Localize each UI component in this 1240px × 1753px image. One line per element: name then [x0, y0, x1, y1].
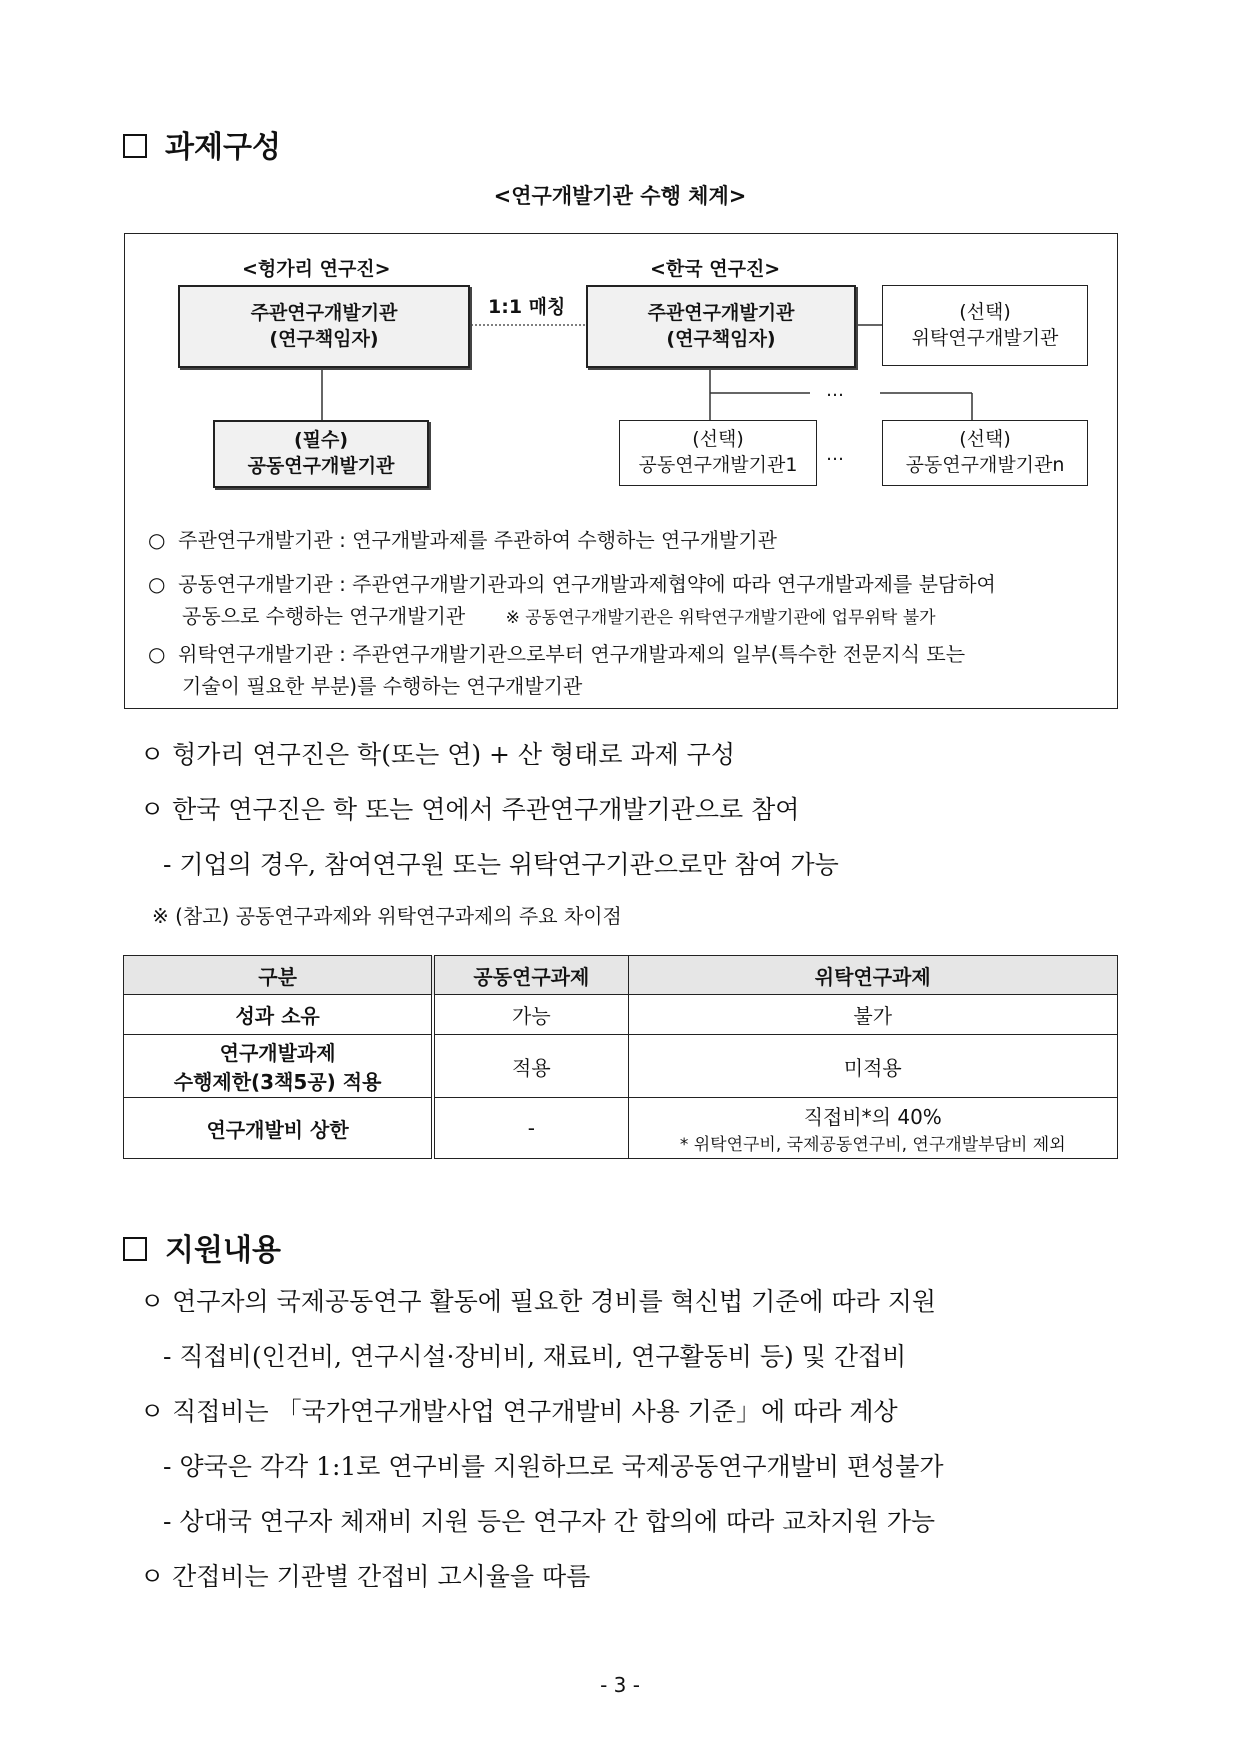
table-cell: 연구개발비 상한: [124, 1098, 434, 1159]
table-row: [124, 1098, 1118, 1159]
page-number: - 3 -: [600, 1673, 640, 1697]
matching-label: 1:1 매칭: [488, 296, 566, 318]
square-bullet-icon: [123, 1237, 147, 1261]
comparison-table: [123, 955, 1118, 1159]
hungary-team-label: <헝가리 연구진>: [242, 258, 391, 280]
table-row: [124, 995, 1118, 1035]
hu-lead-institution-box: 주관연구개발기관 (연구책임자): [178, 285, 470, 368]
table-row: [124, 1035, 1118, 1098]
hu-joint-institution-box: (필수) 공동연구개발기관: [213, 420, 429, 488]
kr-joint1-institution-box: (선택) 공동연구개발기관1: [619, 420, 817, 486]
table-header-row: [124, 956, 1118, 995]
branch-ellipsis-top: …: [826, 380, 844, 401]
section-title-1: 과제구성: [123, 122, 281, 166]
circle-bullet-icon: ○: [148, 528, 166, 552]
table-header: 공동연구과제: [433, 956, 628, 995]
table-cell: 가능: [433, 995, 628, 1035]
table-header: 위탁연구과제: [628, 956, 1118, 995]
body2-item-4: - 양국은 각각 1:1로 연구비를 지원하므로 국제공동연구개발비 편성불가: [163, 1452, 944, 1481]
table-cell: 성과 소유: [124, 995, 434, 1035]
table-note: ※ (참고) 공동연구과제와 위탁연구과제의 주요 차이점: [152, 904, 622, 928]
body2-item-3: ㅇ 직접비는 「국가연구개발사업 연구개발비 사용 기준」에 따라 계상: [140, 1397, 898, 1426]
body2-item-5: - 상대국 연구자 체재비 지원 등은 연구자 간 합의에 따라 교차지원 가능: [163, 1507, 936, 1536]
diagram-title: <연구개발기관 수행 체계>: [493, 184, 747, 208]
definition-joint-note: ※ 공동연구개발기관은 위탁연구개발기관에 업무위탁 불가: [505, 608, 936, 628]
body1-item-2: ㅇ 한국 연구진은 학 또는 연에서 주관연구개발기관으로 참여: [140, 795, 800, 824]
definition-joint-cont: 공동으로 수행하는 연구개발기관 ※ 공동연구개발기관은 위탁연구개발기관에 업무위탁 불가: [182, 604, 936, 628]
body2-item-6: ㅇ 간접비는 기관별 간접비 고시율을 따름: [140, 1562, 591, 1591]
definition-entrust-cont: 기술이 필요한 부분)를 수행하는 연구개발기관: [182, 674, 583, 698]
table-header: 구분: [124, 956, 434, 995]
definition-entrust: ○ 위탁연구개발기관 : 주관연구개발기관으로부터 연구개발과제의 일부(특수한 전문지식 또는: [148, 642, 966, 666]
branch-ellipsis-middle: …: [826, 444, 844, 465]
table-cell: 불가: [628, 995, 1118, 1035]
definition-lead: ○ 주관연구개발기관 : 연구개발과제를 주관하여 수행하는 연구개발기관: [148, 528, 777, 552]
table-cell: -: [433, 1098, 628, 1159]
circle-bullet-icon: ○: [148, 572, 166, 596]
table-cell: 직접비*의 40% * 위탁연구비, 국제공동연구비, 연구개발부담비 제외: [628, 1098, 1118, 1159]
definition-joint: ○ 공동연구개발기관 : 주관연구개발기관과의 연구개발과제협약에 따라 연구개발과제를 분담하여: [148, 572, 996, 596]
table-cell: 미적용: [628, 1035, 1118, 1098]
body1-item-3: - 기업의 경우, 참여연구원 또는 위탁연구기관으로만 참여 가능: [163, 850, 839, 879]
section-title-2: 지원내용: [123, 1225, 281, 1269]
table-cell: 적용: [433, 1035, 628, 1098]
body1-item-1: ㅇ 헝가리 연구진은 학(또는 연) + 산 형태로 과제 구성: [140, 740, 735, 769]
kr-jointn-institution-box: (선택) 공동연구개발기관n: [882, 420, 1088, 486]
body2-item-1: ㅇ 연구자의 국제공동연구 활동에 필요한 경비를 혁신법 기준에 따라 지원: [140, 1287, 937, 1316]
circle-bullet-icon: ○: [148, 642, 166, 666]
body2-item-2: - 직접비(인건비, 연구시설·장비비, 재료비, 연구활동비 등) 및 간접비: [163, 1342, 907, 1371]
table-cell: 연구개발과제 수행제한(3책5공) 적용: [124, 1035, 434, 1098]
kr-lead-institution-box: 주관연구개발기관 (연구책임자): [586, 285, 856, 368]
kr-entrust-institution-box: (선택) 위탁연구개발기관: [882, 285, 1088, 366]
korea-team-label: <한국 연구진>: [650, 258, 781, 280]
